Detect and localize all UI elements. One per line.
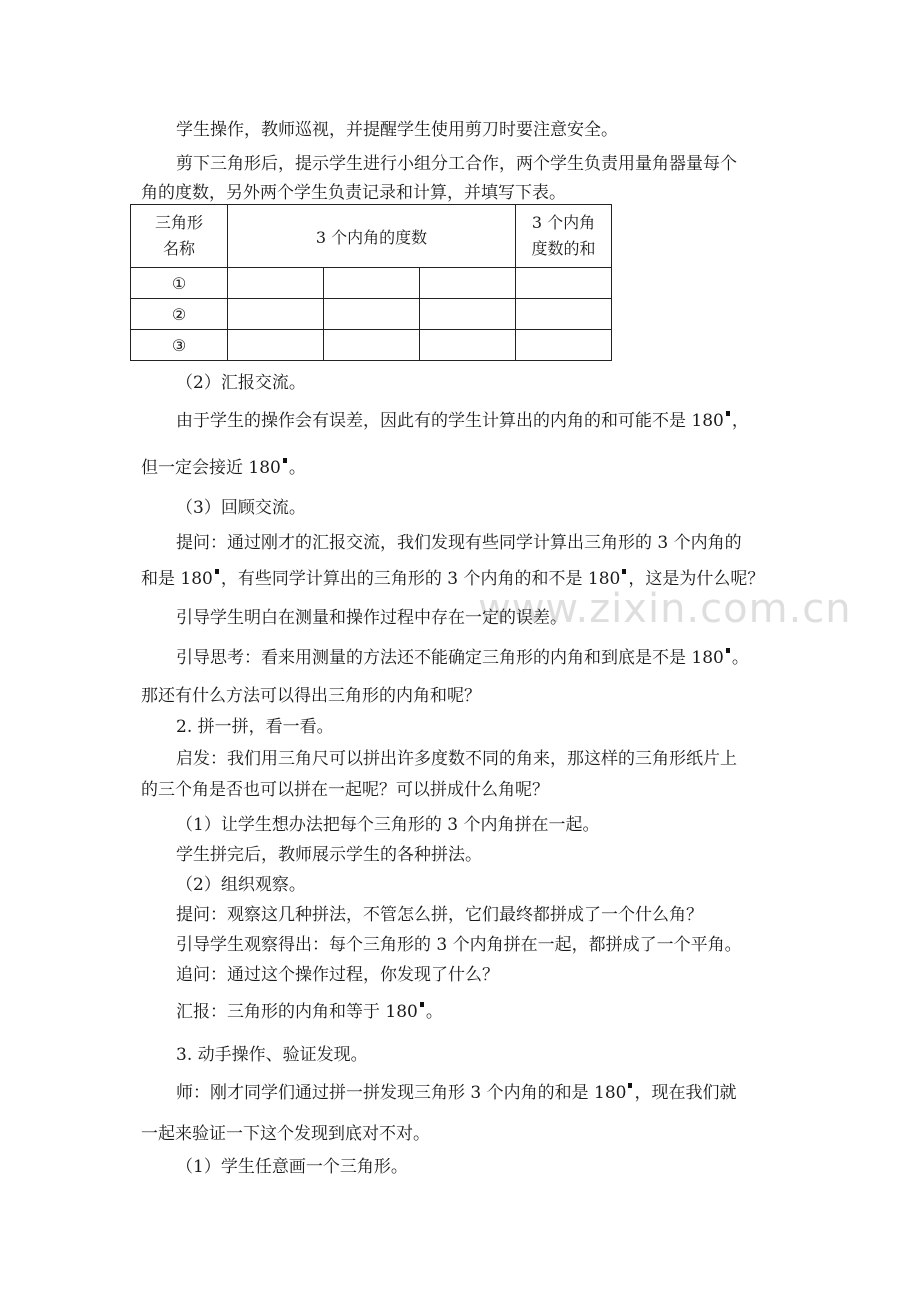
degree-mark-icon	[726, 648, 730, 653]
text-span: 汇报：三角形的内角和等于 180	[176, 1002, 418, 1022]
angle-record-table	[130, 204, 612, 361]
text-line	[141, 568, 764, 590]
text-line	[176, 1082, 736, 1104]
text-line: 那还有什么方法可以得出三角形的内角和呢？	[141, 686, 481, 706]
text-line: 3. 动手操作、验证发现。	[176, 1045, 368, 1065]
degree-mark-icon	[628, 1083, 632, 1088]
row-label: ③	[131, 330, 228, 361]
degree-mark-icon	[622, 569, 626, 574]
text-span: ，有些同学计算出的三角形的 3 个内角的和不是 180	[220, 569, 621, 589]
header-angle-sum	[516, 205, 612, 268]
text-span: 和是 180	[141, 569, 213, 589]
text-line: （2）组织观察。	[176, 875, 306, 895]
header-text: 名称	[162, 239, 195, 258]
header-text: 度数的和	[531, 239, 596, 258]
text-line: （3）回顾交流。	[176, 498, 306, 518]
text-line: 剪下三角形后，提示学生进行小组分工合作，两个学生负责用量角器量每个	[176, 154, 737, 174]
text-span: 。	[731, 648, 749, 668]
text-line: 学生操作，教师巡视，并提醒学生使用剪刀时要注意安全。	[176, 120, 618, 140]
text-line: 引导学生明白在测量和操作过程中存在一定的误差。	[176, 608, 567, 628]
table-cell	[324, 299, 420, 330]
text-line: 提问：观察这几种拼法，不管怎么拼，它们最终都拼成了一个什么角？	[176, 905, 703, 925]
table-cell	[324, 330, 420, 361]
text-line	[176, 410, 749, 432]
table-cell	[228, 268, 324, 299]
watermark: www.zixin.com.cn	[478, 586, 852, 632]
text-span: 。	[425, 1002, 443, 1022]
row-label: ②	[131, 299, 228, 330]
text-span: 引导思考：看来用测量的方法还不能确定三角形的内角和到底是不是 180	[176, 648, 724, 668]
table-cell	[420, 330, 516, 361]
text-span: 师：刚才同学们通过拼一拼发现三角形 3 个内角的和是 180	[176, 1083, 627, 1103]
degree-mark-icon	[215, 569, 219, 574]
text-span: 。	[288, 458, 306, 478]
row-label: ①	[131, 268, 228, 299]
text-line: （1）让学生想办法把每个三角形的 3 个内角拼在一起。	[176, 815, 600, 835]
text-line: 学生拼完后，教师展示学生的各种拼法。	[176, 845, 482, 865]
text-span: 由于学生的操作会有误差，因此有的学生计算出的内角的和可能不是 180	[176, 411, 724, 431]
text-line	[176, 1001, 443, 1023]
text-line: 2. 拼一拼，看一看。	[176, 717, 334, 737]
text-line: 的三个角是否也可以拼在一起呢？可以拼成什么角呢？	[141, 780, 549, 800]
header-triangle-name	[131, 205, 228, 268]
text-span: ，现在我们就	[634, 1083, 737, 1103]
text-line	[141, 457, 306, 479]
text-line: 追问：通过这个操作过程，你发现了什么？	[176, 965, 499, 985]
header-text: 三角形	[154, 213, 203, 232]
table-cell	[324, 268, 420, 299]
table-cell	[420, 268, 516, 299]
degree-mark-icon	[726, 411, 730, 416]
text-line: 一起来验证一下这个发现到底对不对。	[141, 1124, 430, 1144]
degree-mark-icon	[283, 458, 287, 463]
table-cell	[516, 268, 612, 299]
text-line: 引导学生观察得出：每个三角形的 3 个内角拼在一起，都拼成了一个平角。	[176, 935, 742, 955]
text-line: 启发：我们用三角尺可以拼出许多度数不同的角来，那这样的三角形纸片上	[176, 749, 737, 769]
table-cell	[228, 299, 324, 330]
text-span: ，这是为什么呢？	[628, 569, 765, 589]
text-line: 角的度数，另外两个学生负责记录和计算，并填写下表。	[141, 183, 566, 203]
text-line: 提问：通过刚才的汇报交流，我们发现有些同学计算出三角形的 3 个内角的	[176, 533, 742, 553]
text-line: （1）学生任意画一个三角形。	[176, 1157, 408, 1177]
table-cell	[516, 330, 612, 361]
header-angles: 3 个内角的度数	[228, 205, 516, 268]
text-span: 但一定会接近 180	[141, 458, 281, 478]
table-cell	[516, 299, 612, 330]
text-span: ，	[731, 411, 749, 431]
header-text: 3 个内角	[531, 213, 596, 232]
text-line	[176, 647, 749, 669]
table-cell	[420, 299, 516, 330]
table-cell	[228, 330, 324, 361]
degree-mark-icon	[420, 1002, 424, 1007]
text-line: （2）汇报交流。	[176, 373, 306, 393]
